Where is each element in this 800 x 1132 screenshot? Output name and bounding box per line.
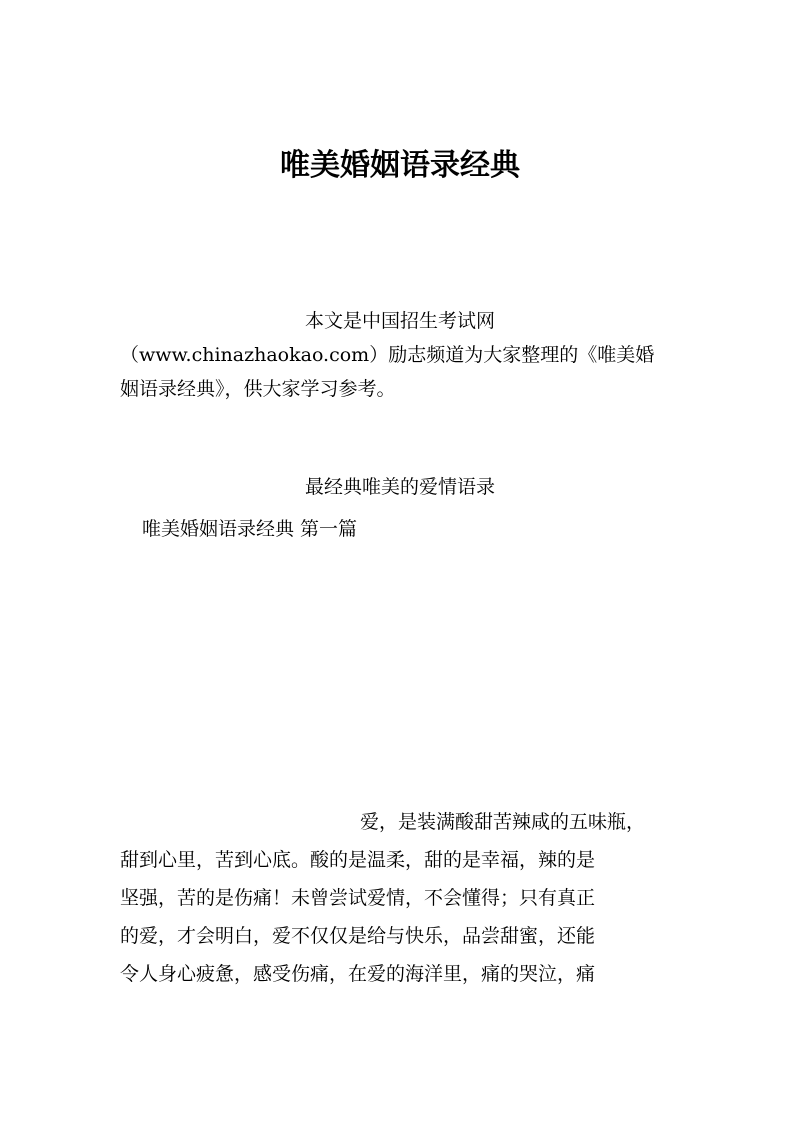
intro-line: 本文是中国招生考试网 xyxy=(304,310,495,332)
body-line: 爱，是装满酸甜苦辣咸的五味瓶， xyxy=(360,811,646,833)
chapter-heading: 唯美婚姻语录经典 第一篇 xyxy=(142,518,358,540)
body-line: 令人身心疲惫，感受伤痛，在爱的海洋里，痛的哭泣，痛 xyxy=(120,963,596,985)
body-line: 甜到心里，苦到心底。酸的是温柔，甜的是幸福，辣的是 xyxy=(120,849,596,871)
intro-paragraph xyxy=(120,304,680,406)
body-line: 坚强，苦的是伤痛！未曾尝试爱情，不会懂得；只有真正 xyxy=(120,887,596,909)
section-subtitle: 最经典唯美的爱情语录 xyxy=(304,476,495,498)
intro-line: 姻语录经典》，供大家学习参考。 xyxy=(120,378,396,400)
body-paragraph xyxy=(120,803,680,993)
intro-line: （www.chinazhaokao.com）励志频道为大家整理的《唯美婚 xyxy=(120,344,655,366)
body-line: 的爱，才会明白，爱不仅仅是给与快乐，品尝甜蜜，还能 xyxy=(120,925,596,947)
page-title: 唯美婚姻语录经典 xyxy=(280,148,520,183)
